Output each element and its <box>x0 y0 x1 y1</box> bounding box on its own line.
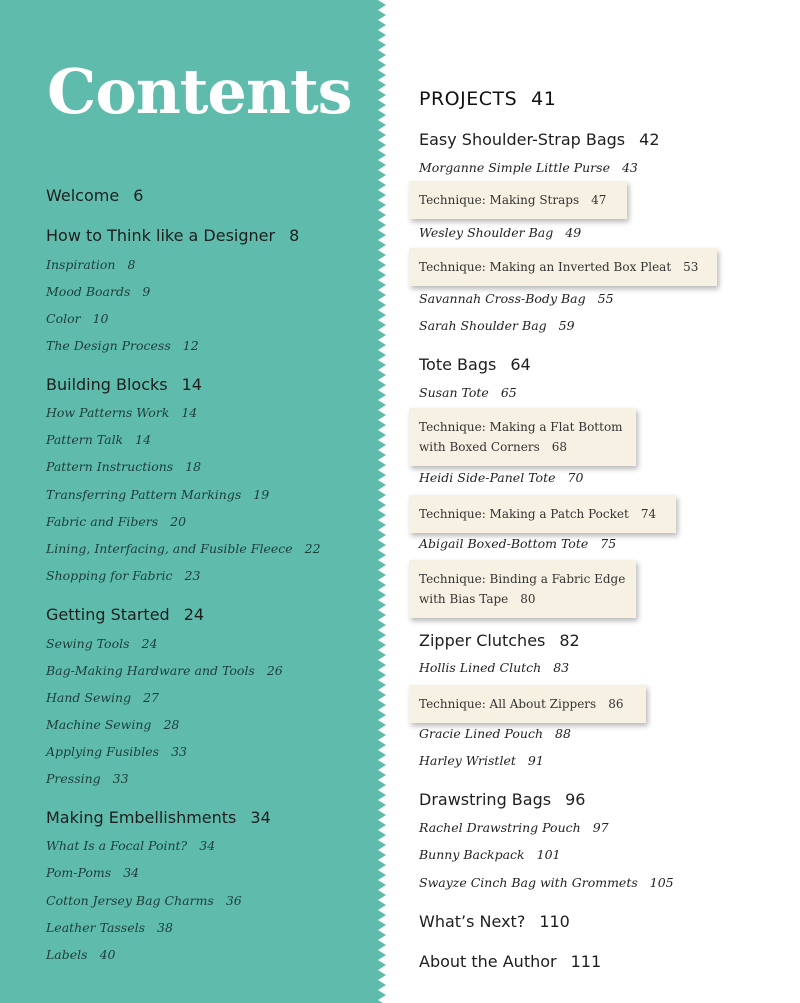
technique-page: 74 <box>640 507 657 521</box>
toc-entry-label: Wesley Shoulder Bag <box>419 225 554 240</box>
section-heading[interactable] <box>419 130 660 149</box>
section-heading-page: 111 <box>570 952 602 971</box>
technique-box[interactable] <box>409 685 646 723</box>
section-heading-page: 14 <box>181 375 202 394</box>
technique-label: Technique: Making a Flat Bottom <box>419 420 623 434</box>
toc-entry-label: Applying Fusibles <box>46 744 160 759</box>
toc-entry-page: 101 <box>536 847 561 862</box>
technique-box[interactable] <box>409 495 676 533</box>
toc-entry-page: 18 <box>185 459 202 474</box>
section-heading-page: 8 <box>289 226 300 245</box>
toc-entry-page: 38 <box>157 920 173 935</box>
section-heading[interactable] <box>419 952 601 971</box>
toc-entry-label: Sewing Tools <box>46 636 130 651</box>
technique-label: Technique: Making an Inverted Box Pleat <box>419 260 672 274</box>
technique-page: 86 <box>608 697 624 711</box>
technique-page: 68 <box>551 440 568 454</box>
section-heading[interactable] <box>419 631 580 650</box>
toc-entry-label: Heidi Side-Panel Tote <box>419 470 556 485</box>
toc-entry[interactable] <box>46 893 242 908</box>
projects-heading-label: PROJECTS <box>419 88 518 110</box>
toc-entry-label: Morganne Simple Little Purse <box>419 160 610 175</box>
section-heading[interactable] <box>419 355 531 374</box>
toc-entry-label: Hand Sewing <box>46 690 132 705</box>
toc-entry-label: Bunny Backpack <box>419 847 525 862</box>
pinked-edge-shape <box>368 0 386 1003</box>
toc-entry-label: Fabric and Fibers <box>46 514 159 529</box>
technique-line <box>419 569 626 589</box>
technique-line <box>419 417 626 437</box>
toc-entry-page: 83 <box>553 660 570 675</box>
section-heading-page: 42 <box>639 130 660 149</box>
toc-entry-label: Leather Tassels <box>46 920 146 935</box>
section-heading-label: Easy Shoulder-Strap Bags <box>419 130 626 149</box>
toc-entry-page: 27 <box>143 690 159 705</box>
toc-entry-label: Pattern Talk <box>46 432 124 447</box>
technique-line <box>419 504 666 524</box>
section-heading-page: 34 <box>250 808 271 827</box>
toc-entry-page: 105 <box>649 875 674 890</box>
toc-entry-page: 49 <box>565 225 582 240</box>
toc-entry[interactable] <box>46 432 151 447</box>
toc-entry[interactable] <box>46 405 197 420</box>
toc-entry[interactable] <box>46 663 283 678</box>
toc-entry-page: 33 <box>171 744 187 759</box>
toc-entry[interactable] <box>46 257 135 272</box>
toc-entry[interactable] <box>419 726 571 741</box>
technique-box[interactable] <box>409 181 627 219</box>
section-heading-label: Building Blocks <box>46 375 168 394</box>
section-heading[interactable] <box>46 808 271 827</box>
technique-label: with Bias Tape <box>419 592 509 606</box>
technique-label: Technique: Making a Patch Pocket <box>419 507 629 521</box>
section-heading[interactable] <box>46 375 202 394</box>
toc-entry-label: How Patterns Work <box>46 405 170 420</box>
technique-line <box>419 694 636 714</box>
toc-entry-label: Labels <box>46 947 88 962</box>
toc-entry-page: 19 <box>253 487 270 502</box>
toc-entry[interactable] <box>46 838 215 853</box>
pinked-edge <box>368 0 388 1003</box>
toc-entry[interactable] <box>419 291 614 306</box>
toc-entry[interactable] <box>46 338 199 353</box>
toc-entry-page: 97 <box>592 820 609 835</box>
technique-box[interactable] <box>409 248 717 286</box>
toc-entry-page: 28 <box>163 717 180 732</box>
toc-entry-label: Pattern Instructions <box>46 459 174 474</box>
toc-entry-page: 34 <box>123 865 140 880</box>
section-heading-label: About the Author <box>419 952 557 971</box>
section-heading[interactable] <box>419 790 585 809</box>
toc-entry-label: Savannah Cross-Body Bag <box>419 291 586 306</box>
toc-entry-label: Gracie Lined Pouch <box>419 726 544 741</box>
toc-entry[interactable] <box>419 875 674 890</box>
section-heading-label: Drawstring Bags <box>419 790 552 809</box>
section-heading-label: Zipper Clutches <box>419 631 546 650</box>
toc-entry-page: 40 <box>99 947 116 962</box>
toc-entry-label: Swayze Cinch Bag with Grommets <box>419 875 638 890</box>
toc-entry[interactable] <box>46 487 269 502</box>
toc-entry-page: 24 <box>141 636 158 651</box>
section-heading-page: 82 <box>559 631 580 650</box>
toc-entry[interactable] <box>46 690 159 705</box>
toc-entry-label: Mood Boards <box>46 284 131 299</box>
toc-entry-page: 9 <box>142 284 151 299</box>
toc-entry[interactable] <box>46 636 157 651</box>
technique-label: Technique: All About Zippers <box>419 697 597 711</box>
toc-entry-label: Susan Tote <box>419 385 489 400</box>
toc-entry[interactable] <box>46 744 187 759</box>
section-heading[interactable] <box>419 912 570 931</box>
section-heading[interactable] <box>46 605 204 624</box>
toc-entry-page: 59 <box>558 318 575 333</box>
toc-entry-page: 12 <box>182 338 199 353</box>
toc-entry[interactable] <box>46 568 200 583</box>
section-heading-label: Welcome <box>46 186 120 205</box>
projects-heading-page: 41 <box>531 88 557 110</box>
toc-entry[interactable] <box>419 160 638 175</box>
toc-entry-label: The Design Process <box>46 338 171 353</box>
section-heading-page: 96 <box>565 790 586 809</box>
toc-entry-page: 33 <box>112 771 129 786</box>
technique-line <box>419 190 617 210</box>
toc-entry-page: 65 <box>500 385 517 400</box>
toc-entry-label: Cotton Jersey Bag Charms <box>46 893 214 908</box>
projects-heading[interactable] <box>419 88 556 110</box>
toc-entry[interactable] <box>46 284 150 299</box>
toc-entry-label: Lining, Interfacing, and Fusible Fleece <box>46 541 293 556</box>
section-heading-label: What’s Next? <box>419 912 526 931</box>
technique-box[interactable] <box>409 408 636 466</box>
toc-entry-label: Pom-Poms <box>46 865 112 880</box>
toc-entry-label: Hollis Lined Clutch <box>419 660 542 675</box>
section-heading-page: 24 <box>183 605 205 624</box>
section-heading-page: 64 <box>510 355 531 374</box>
technique-line <box>419 437 626 457</box>
section-heading[interactable] <box>46 186 143 205</box>
toc-entry-label: Shopping for Fabric <box>46 568 173 583</box>
toc-entry[interactable] <box>419 318 575 333</box>
technique-page: 53 <box>683 260 699 274</box>
toc-entry[interactable] <box>46 459 201 474</box>
section-heading-page: 6 <box>133 186 144 205</box>
toc-entry-label: Bag-Making Hardware and Tools <box>46 663 255 678</box>
toc-entry[interactable] <box>419 660 569 675</box>
toc-entry-page: 8 <box>127 257 136 272</box>
toc-entry-page: 55 <box>597 291 614 306</box>
toc-entry[interactable] <box>46 311 109 326</box>
toc-entry[interactable] <box>419 536 616 551</box>
toc-entry[interactable] <box>419 385 517 400</box>
toc-entry-page: 20 <box>170 514 187 529</box>
toc-entry[interactable] <box>46 865 139 880</box>
technique-line <box>419 257 707 277</box>
toc-entry-label: Inspiration <box>46 257 116 272</box>
toc-entry[interactable] <box>46 717 179 732</box>
toc-entry-page: 34 <box>199 838 216 853</box>
toc-entry[interactable] <box>419 820 609 835</box>
toc-entry-page: 14 <box>135 432 152 447</box>
technique-box[interactable] <box>409 560 636 618</box>
technique-label: Technique: Making Straps <box>419 193 580 207</box>
toc-entry[interactable] <box>419 225 581 240</box>
toc-entry[interactable] <box>46 541 321 556</box>
section-heading[interactable] <box>46 226 299 245</box>
toc-entry-label: Color <box>46 311 81 326</box>
toc-entry-page: 91 <box>527 753 544 768</box>
toc-entry-label: Rachel Drawstring Pouch <box>419 820 581 835</box>
section-heading-label: Getting Started <box>46 605 170 624</box>
toc-entry-page: 10 <box>92 311 109 326</box>
toc-entry-label: Transferring Pattern Markings <box>46 487 242 502</box>
toc-entry-label: Harley Wristlet <box>419 753 516 768</box>
section-heading-label: Tote Bags <box>419 355 497 374</box>
toc-entry-page: 23 <box>184 568 201 583</box>
toc-entry[interactable] <box>46 947 115 962</box>
toc-entry-label: What Is a Focal Point? <box>46 838 188 853</box>
toc-entry-page: 14 <box>181 405 198 420</box>
section-heading-label: Making Embellishments <box>46 808 237 827</box>
toc-entry[interactable] <box>46 920 173 935</box>
technique-line <box>419 589 626 609</box>
technique-label: with Boxed Corners <box>419 440 540 454</box>
toc-entry[interactable] <box>46 771 129 786</box>
toc-entry[interactable] <box>419 470 583 485</box>
toc-entry-page: 26 <box>266 663 283 678</box>
section-heading-page: 110 <box>539 912 570 931</box>
toc-entry[interactable] <box>419 847 560 862</box>
toc-entry-page: 36 <box>225 893 242 908</box>
technique-label: Technique: Binding a Fabric Edge <box>419 572 626 586</box>
toc-entry-page: 75 <box>600 536 617 551</box>
toc-entry-page: 43 <box>621 160 638 175</box>
page-title: Contents <box>47 55 352 128</box>
toc-entry-page: 88 <box>555 726 571 741</box>
toc-entry[interactable] <box>419 753 544 768</box>
technique-page: 80 <box>520 592 536 606</box>
toc-entry-label: Pressing <box>46 771 101 786</box>
toc-entry-page: 70 <box>567 470 584 485</box>
toc-entry-label: Sarah Shoulder Bag <box>419 318 547 333</box>
toc-entry[interactable] <box>46 514 186 529</box>
technique-page: 47 <box>591 193 607 207</box>
toc-entry-label: Machine Sewing <box>46 717 152 732</box>
toc-entry-label: Abigail Boxed-Bottom Tote <box>419 536 589 551</box>
section-heading-label: How to Think like a Designer <box>46 226 276 245</box>
toc-entry-page: 22 <box>304 541 321 556</box>
